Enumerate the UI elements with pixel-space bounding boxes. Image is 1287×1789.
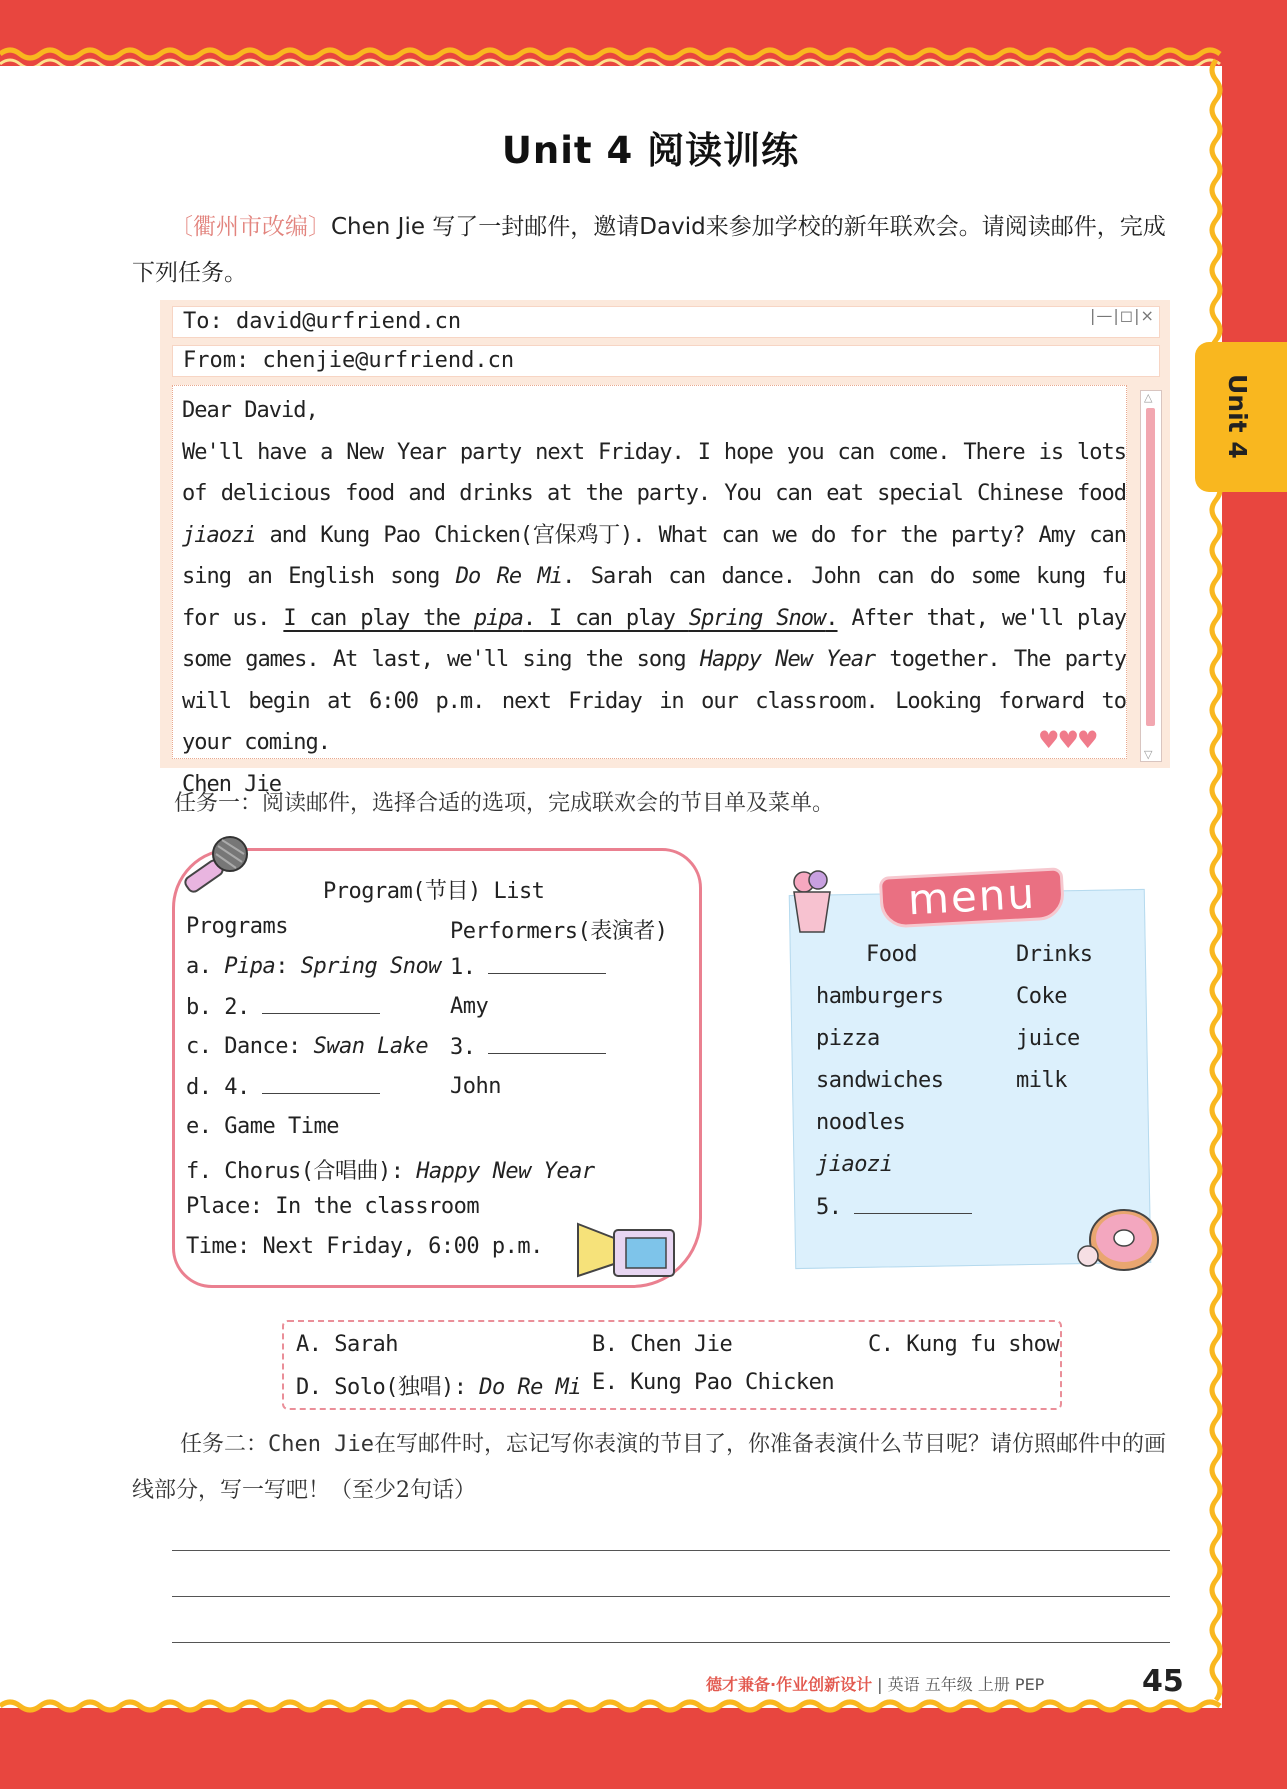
menu-food-item: sandwiches xyxy=(816,1068,944,1093)
row-f-title: Happy New Year xyxy=(416,1159,595,1184)
uline-text-1: I can play the xyxy=(283,605,474,631)
email-doremi: Do Re Mi xyxy=(455,564,563,589)
scroll-up-icon[interactable]: △ xyxy=(1144,391,1153,404)
bottom-wave-border xyxy=(0,1692,1287,1720)
performer-amy: Amy xyxy=(450,994,489,1019)
menu-drink-item: juice xyxy=(1016,1026,1080,1051)
answer-blank-5[interactable] xyxy=(816,1194,972,1220)
col-programs: Programs xyxy=(186,914,288,939)
scroll-down-icon[interactable]: ▽ xyxy=(1144,748,1153,761)
unit-side-tab xyxy=(1195,342,1287,492)
email-signature: Chen Jie xyxy=(182,771,281,797)
window-controls-icon: |—|◻|× xyxy=(1090,306,1155,325)
email-from-field: From: chenjie@urfriend.cn xyxy=(172,345,1160,377)
projector-icon xyxy=(574,1214,694,1290)
menu-food-item: jiaozi xyxy=(816,1152,893,1177)
program-place: Place: In the classroom xyxy=(186,1194,480,1219)
email-text-1: We'll have a New Year party next Friday. I hope you can come. There is lots of delicious food and drinks at the party. You can eat special Chinese food xyxy=(182,439,1126,506)
answer-blank-4[interactable] xyxy=(186,1074,380,1100)
source-tag: 〔衢州市改编〕 xyxy=(170,214,331,240)
email-body xyxy=(172,385,1127,797)
row-c-title: Swan Lake xyxy=(313,1034,429,1059)
uline-pipa: pipa xyxy=(473,605,523,631)
underlined-sentence xyxy=(283,606,837,631)
footer xyxy=(706,1672,1044,1695)
program-time: Time: Next Friday, 6:00 p.m. xyxy=(186,1234,543,1259)
microphone-icon xyxy=(178,834,252,900)
program-row-e: e. Game Time xyxy=(186,1114,339,1139)
blank-line[interactable] xyxy=(262,1074,380,1094)
footer-subject: 英语 五年级 上册 PEP xyxy=(887,1675,1045,1694)
email-text-5: together. The party will begin at 6:00 p.m. next Friday in our classroom. Looking forward to your coming. xyxy=(182,647,1126,755)
option-d-title: Do Re Mi xyxy=(479,1375,582,1400)
menu-drink-item: milk xyxy=(1016,1068,1067,1093)
page-title: Unit 4 阅读训练 xyxy=(501,129,800,172)
blank-line[interactable] xyxy=(488,1034,606,1054)
task-one-instruction: 任务一：阅读邮件，选择合适的选项，完成联欢会的节目单及菜单。 xyxy=(174,791,835,816)
program-row-f xyxy=(186,1154,595,1185)
ice-cream-icon xyxy=(786,866,840,936)
email-happy-new-year: Happy New Year xyxy=(699,647,876,672)
intro-text: Chen Jie 写了一封邮件，邀请David来参加学校的新年联欢会。请阅读邮件，完成下列任务。 xyxy=(132,214,1166,286)
task-two-text: 在写邮件时，忘记写你表演的节目了，你准备表演什么节目呢？请仿照邮件中的画线部分，写一写吧！（至少2句话） xyxy=(132,1432,1166,1503)
program-row-a xyxy=(186,954,441,979)
answer-blank-1[interactable] xyxy=(450,954,606,980)
email-text-3: . Sarah can dance. John can do some kung fu for us. xyxy=(182,564,1126,631)
email-greeting: Dear David, xyxy=(182,398,318,423)
menu-food-header: Food xyxy=(866,942,917,967)
row-a-sep: : xyxy=(275,954,301,979)
menu-drinks-header: Drinks xyxy=(1016,942,1093,967)
donut-icon xyxy=(1074,1204,1166,1274)
hearts-icon: ♥♥♥ xyxy=(1038,726,1097,754)
task-two-name: Chen Jie xyxy=(268,1432,374,1457)
footer-separator: | xyxy=(872,1675,888,1694)
footer-brand: 德才兼备·作业创新设计 xyxy=(706,1675,873,1694)
writing-line[interactable] xyxy=(172,1550,1170,1551)
row-f-prefix: f. Chorus(合唱曲): xyxy=(186,1159,417,1184)
col-performers: Performers(表演者) xyxy=(450,919,668,944)
option-d-label: D. Solo(独唱): xyxy=(296,1375,480,1400)
option-c[interactable]: C. Kung fu show xyxy=(868,1332,1060,1357)
page-number: 45 xyxy=(1142,1664,1184,1699)
blank-line[interactable] xyxy=(488,954,606,974)
right-wave-border xyxy=(1206,0,1234,1789)
scrollbar-thumb[interactable] xyxy=(1146,408,1155,726)
uline-text-2: . I can play xyxy=(522,605,689,631)
menu-banner-text: menu xyxy=(906,868,1038,925)
row-c-prefix: c. Dance: xyxy=(186,1034,314,1059)
intro-paragraph xyxy=(132,204,1182,296)
program-heading: Program(节目) List xyxy=(323,879,545,904)
menu-banner xyxy=(879,867,1065,929)
task-two-instruction xyxy=(132,1422,1182,1514)
row-a-label: Pipa xyxy=(224,954,276,979)
performer-john: John xyxy=(450,1074,501,1099)
row-a-prefix: a. xyxy=(186,954,225,979)
writing-line[interactable] xyxy=(172,1596,1170,1597)
option-a[interactable]: A. Sarah xyxy=(296,1332,398,1357)
option-d[interactable] xyxy=(296,1370,581,1401)
writing-line[interactable] xyxy=(172,1642,1170,1643)
blank-line[interactable] xyxy=(854,1194,972,1214)
program-row-c xyxy=(186,1034,428,1059)
blank-line[interactable] xyxy=(262,994,380,1014)
option-e[interactable]: E. Kung Pao Chicken xyxy=(592,1370,835,1395)
task-two-prefix: 任务二： xyxy=(180,1432,269,1457)
menu-drink-item: Coke xyxy=(1016,984,1067,1009)
blank-5-label: 5. xyxy=(816,1195,855,1220)
row-b-prefix: b. 2. xyxy=(186,995,263,1020)
unit-side-tab-label: Unit 4 xyxy=(1223,374,1252,459)
email-jiaozi: jiaozi xyxy=(182,522,256,548)
menu-food-item: hamburgers xyxy=(816,984,944,1009)
email-to-field: To: david@urfriend.cn xyxy=(172,306,1160,338)
blank-3-label: 3. xyxy=(450,1035,489,1060)
row-a-title: Spring Snow xyxy=(300,954,441,979)
email-paragraph xyxy=(182,432,1126,764)
menu-food-item: pizza xyxy=(816,1026,880,1051)
uline-text-3: . xyxy=(825,605,838,631)
email-text-4: After that, we'll play some games. At last, we'll sing the song xyxy=(182,605,1126,672)
uline-spring-snow: Spring Snow xyxy=(688,605,826,631)
option-b[interactable]: B. Chen Jie xyxy=(592,1332,733,1357)
blank-1-label: 1. xyxy=(450,955,489,980)
row-d-prefix: d. 4. xyxy=(186,1075,263,1100)
answer-blank-3[interactable] xyxy=(450,1034,606,1060)
email-text-2: and Kung Pao Chicken(宫保鸡丁). What can we do for the party? Amy can sing an English song xyxy=(182,522,1126,589)
menu-food-item: noodles xyxy=(816,1110,906,1135)
answer-blank-2[interactable] xyxy=(186,994,380,1020)
